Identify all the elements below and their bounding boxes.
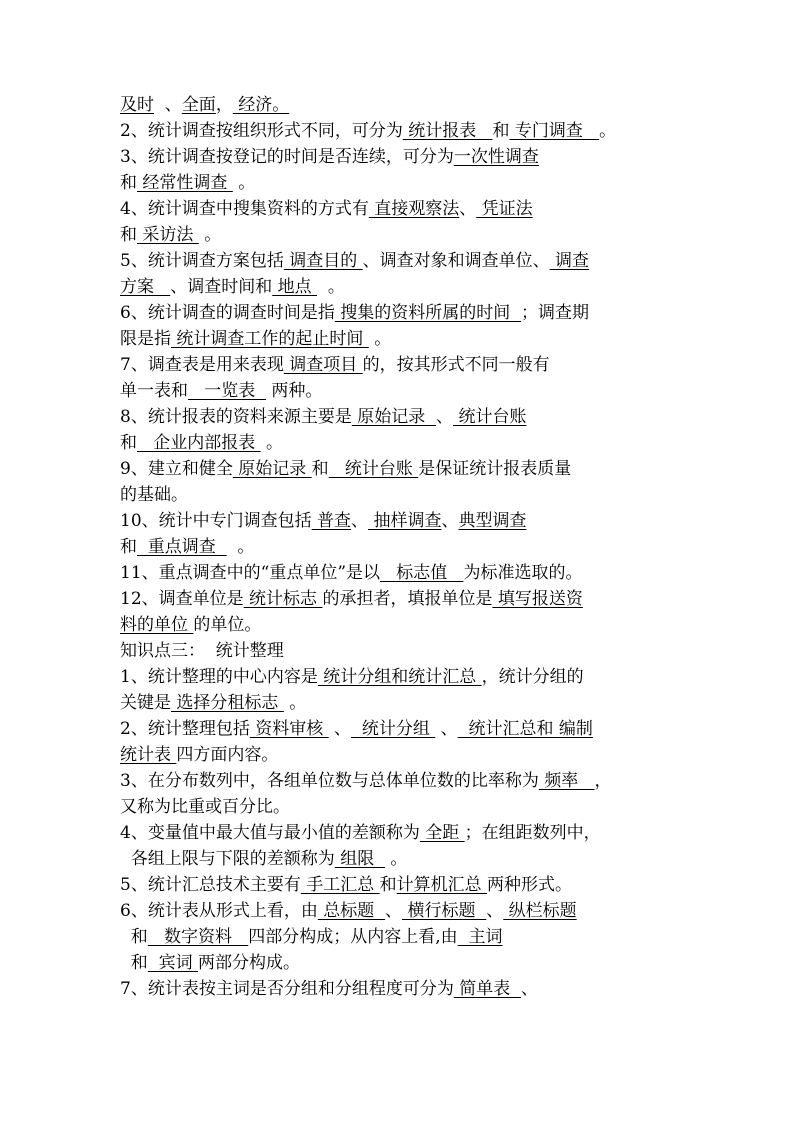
text-line <box>120 274 700 300</box>
underlined-answer: 搜集的资料所属的时间 <box>334 303 522 323</box>
text-segment: 两种。 <box>266 381 323 401</box>
text-segment: 4、变量值中最大值与最小值的差额称为 <box>120 823 420 843</box>
underlined-answer: 主词 <box>457 927 503 947</box>
text-segment: ， <box>215 95 233 115</box>
underlined-answer: 凭证法 <box>476 199 533 219</box>
text-line <box>120 118 700 144</box>
text-segment: 。 <box>198 225 222 245</box>
underlined-answer: 横行标题 <box>402 901 487 921</box>
underlined-answer: 手工汇总 <box>300 875 380 895</box>
text-segment: 的单位。 <box>193 615 262 635</box>
text-line <box>120 378 700 404</box>
text-line <box>120 664 700 690</box>
text-line <box>120 352 700 378</box>
text-segment: 6、统计调查的调查时间是指 <box>120 303 335 323</box>
underlined-answer: 简单表 <box>453 979 522 999</box>
underlined-answer: 抽样调查 <box>368 511 442 531</box>
text-segment: 4、统计调查中搜集资料的方式有 <box>120 199 369 219</box>
underlined-answer: 组限 <box>334 849 386 869</box>
underlined-answer: 计算机汇总 <box>396 875 488 895</box>
text-segment: ；在组距数列中， <box>464 823 601 843</box>
text-segment: 5、统计调查方案包括 <box>120 251 284 271</box>
underlined-answer: 经济。 <box>232 95 290 115</box>
underlined-answer: 统计表 <box>120 745 177 765</box>
text-segment: 单一表和 <box>120 381 188 401</box>
underlined-answer: 标志值 <box>380 563 464 583</box>
text-line <box>120 690 700 716</box>
text-segment: 、 <box>436 407 454 427</box>
underlined-answer: 统计台账 <box>328 459 419 479</box>
underlined-answer: 全距 <box>419 823 465 843</box>
underlined-answer: 统计分组和统计汇总 <box>317 667 482 687</box>
text-segment: 又称为比重或百分比。 <box>120 797 290 817</box>
underlined-answer: 专门调查 <box>509 121 600 141</box>
text-segment: 。 <box>226 537 255 557</box>
text-segment: 的，按其形式不同一般有 <box>362 355 550 375</box>
underlined-answer: 及时 <box>120 95 154 115</box>
text-segment: 12、调查单位是 <box>120 589 244 609</box>
text-line <box>120 976 700 1002</box>
text-segment: 的基础。 <box>120 485 188 505</box>
underlined-answer: 资料审核 <box>249 719 329 739</box>
text-segment: 和 <box>120 433 137 453</box>
text-line <box>120 326 700 352</box>
underlined-answer: 一次性调查 <box>453 147 539 167</box>
underlined-answer: 经常性调查 <box>137 173 233 193</box>
text-segment: 、 <box>486 901 504 921</box>
text-segment: ， <box>594 771 612 791</box>
text-segment: 和 <box>120 953 148 973</box>
text-segment: 10、统计中专门调查包括 <box>120 511 312 531</box>
text-segment: 1、统计整理的中心内容是 <box>120 667 318 687</box>
underlined-answer: 直接观察法 <box>368 199 460 219</box>
text-line <box>120 430 700 456</box>
text-segment: 。 <box>368 329 392 349</box>
underlined-answer: 统计分组 <box>351 719 436 739</box>
text-line <box>120 92 700 118</box>
text-segment: ；调查期 <box>521 303 590 323</box>
text-segment: 。 <box>599 121 617 141</box>
underlined-answer: 重点调查 <box>137 537 227 557</box>
underlined-answer: 典型调查 <box>458 511 527 531</box>
underlined-answer: 料的单位 <box>120 615 194 635</box>
text-line <box>120 742 700 768</box>
text-line <box>120 456 700 482</box>
text-segment: 、 <box>441 511 459 531</box>
text-segment: 、 <box>328 719 352 739</box>
text-segment: 两种形式。 <box>487 875 573 895</box>
underlined-answer: 地点 <box>272 277 318 297</box>
text-segment: 知识点三： 统计整理 <box>120 641 284 661</box>
text-line <box>120 196 700 222</box>
text-line <box>120 300 700 326</box>
text-line <box>120 950 700 976</box>
text-line <box>120 534 700 560</box>
underlined-answer: 一览表 <box>188 381 267 401</box>
text-segment: 。 <box>283 693 307 713</box>
text-line <box>120 794 700 820</box>
text-line <box>120 716 700 742</box>
text-segment: 7、调查表是用来表现 <box>120 355 284 375</box>
text-segment: 6、统计表从形式上看，由 <box>120 901 318 921</box>
underlined-answer: 统计汇总和 <box>457 719 554 739</box>
text-segment: 四部分构成；从内容上看,由 <box>248 927 458 947</box>
text-segment: 、 <box>459 199 477 219</box>
text-segment: 8、统计报表的资料来源主要是 <box>120 407 352 427</box>
text-line <box>120 898 700 924</box>
text-line <box>120 846 700 872</box>
underlined-answer: 统计调查工作的起止时间 <box>171 329 369 349</box>
text-segment: 为标准选取的。 <box>463 563 583 583</box>
text-segment: 2、统计调查按组织形式不同，可分为 <box>120 121 403 141</box>
underlined-answer: 统计标志 <box>243 589 323 609</box>
text-segment: 和 <box>379 875 397 895</box>
text-segment: 和 <box>492 121 510 141</box>
underlined-answer: 调查项目 <box>283 355 363 375</box>
text-line <box>120 586 700 612</box>
underlined-answer: 频率 <box>538 771 595 791</box>
underlined-answer: 总标题 <box>317 901 386 921</box>
underlined-answer: 调查 <box>549 251 590 271</box>
underlined-answer: 原始记录 <box>351 407 437 427</box>
document-body <box>120 92 700 1002</box>
underlined-answer: 填写报送资 <box>492 589 583 609</box>
text-line <box>120 768 700 794</box>
text-line <box>120 482 700 508</box>
underlined-answer: 编制 <box>553 719 593 739</box>
text-line <box>120 144 700 170</box>
text-line <box>120 508 700 534</box>
underlined-answer: 普查 <box>311 511 352 531</box>
text-segment: 、 <box>154 95 182 115</box>
text-line <box>120 924 700 950</box>
text-segment: 的承担者，填报单位是 <box>322 589 493 609</box>
text-segment: 、调查对象和调查单位、 <box>362 251 550 271</box>
text-line <box>120 560 700 586</box>
text-segment: 和 <box>120 173 137 193</box>
underlined-answer: 统计报表 <box>402 121 493 141</box>
underlined-answer: 数字资料 <box>147 927 249 947</box>
text-line <box>120 170 700 196</box>
text-segment: 限是指 <box>120 329 171 349</box>
text-segment: 2、统计整理包括 <box>120 719 250 739</box>
text-segment: 5、统计汇总技术主要有 <box>120 875 301 895</box>
text-segment: 。 <box>260 433 284 453</box>
text-line <box>120 612 700 638</box>
text-segment: 各组上限与下限的差额称为 <box>120 849 335 869</box>
text-segment: 。 <box>317 277 345 297</box>
text-segment: 和 <box>120 537 137 557</box>
text-segment: 3、在分布数列中，各组单位数与总体单位数的比率称为 <box>120 771 539 791</box>
text-segment: 和 <box>311 459 329 479</box>
text-segment: 四方面内容。 <box>176 745 279 765</box>
underlined-answer: 方案 <box>120 277 171 297</box>
text-line <box>120 872 700 898</box>
underlined-answer: 企业内部报表 <box>137 433 261 453</box>
underlined-answer: 原始记录 <box>232 459 312 479</box>
underlined-answer: 统计台账 <box>453 407 527 427</box>
text-segment: 11、重点调查中的“重点单位”是以 <box>120 563 381 583</box>
text-segment: 3、统计调查按登记的时间是否连续，可分为 <box>120 147 454 167</box>
underlined-answer: 选择分租标志 <box>171 693 284 713</box>
text-line <box>120 404 700 430</box>
text-segment: ，统计分组的 <box>481 667 584 687</box>
text-segment: 、 <box>385 901 403 921</box>
text-line <box>120 638 700 664</box>
text-line <box>120 820 700 846</box>
text-segment: 9、建立和健全 <box>120 459 233 479</box>
text-segment: 7、统计表按主词是否分组和分组程度可分为 <box>120 979 454 999</box>
text-line <box>120 248 700 274</box>
text-segment: 、调查时间和 <box>170 277 273 297</box>
text-segment: 、 <box>521 979 539 999</box>
text-segment: 和 <box>120 927 148 947</box>
underlined-answer: 全面 <box>181 95 216 115</box>
underlined-answer: 采访法 <box>137 225 199 245</box>
text-segment: 两部分构成。 <box>198 953 301 973</box>
underlined-answer: 调查目的 <box>283 251 363 271</box>
underlined-answer: 宾词 <box>147 953 199 973</box>
underlined-answer: 纵栏标题 <box>503 901 577 921</box>
text-line <box>120 222 700 248</box>
text-segment: 。 <box>385 849 408 869</box>
text-segment: 、 <box>435 719 458 739</box>
text-segment: 和 <box>120 225 137 245</box>
text-segment: 是保证统计报表质量 <box>418 459 572 479</box>
text-segment: 关键是 <box>120 693 171 713</box>
text-segment: 。 <box>232 173 256 193</box>
text-segment: 、 <box>351 511 369 531</box>
